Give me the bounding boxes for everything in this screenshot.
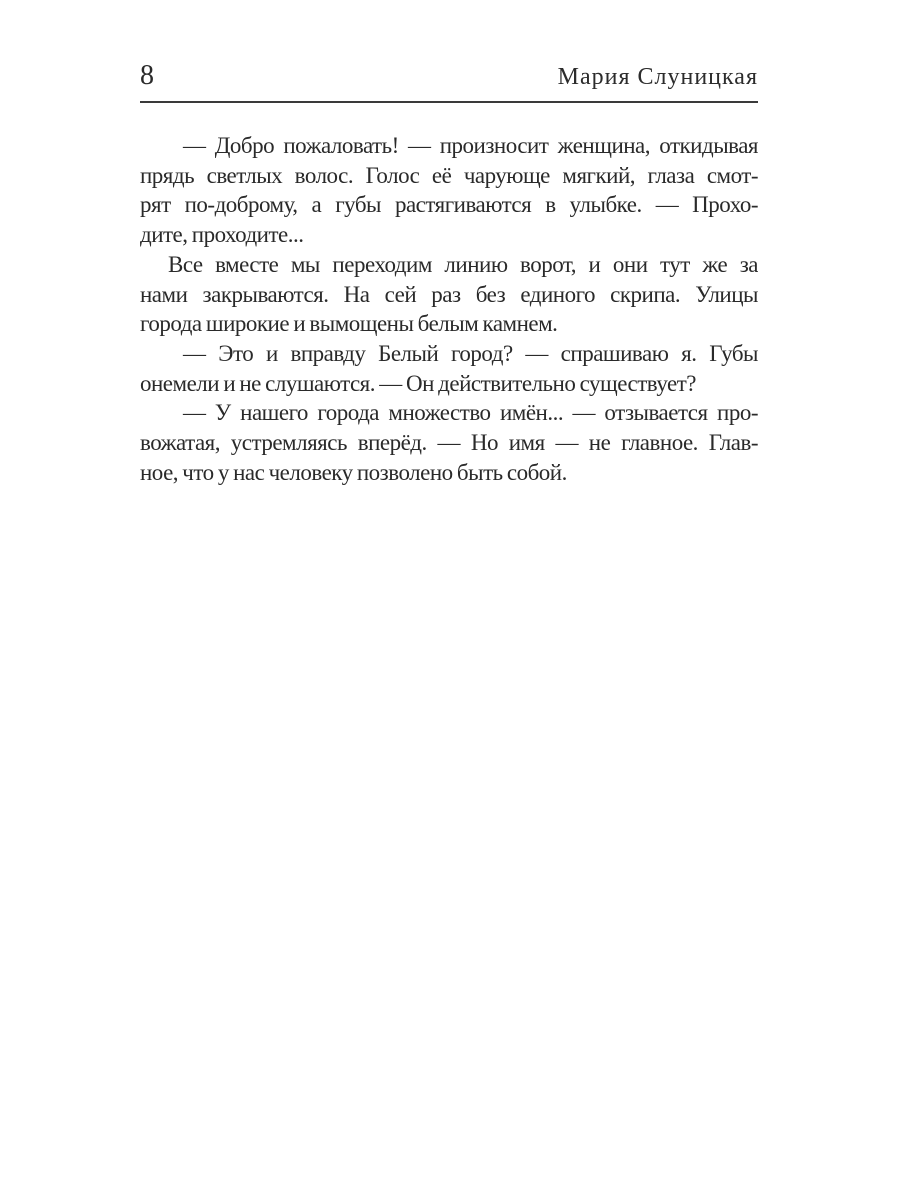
header-rule: [140, 101, 758, 103]
text-line: вожатая, устремляясь вперёд. — Но имя — не главное. Глав-: [140, 430, 758, 456]
text-line: рят по-доброму, а губы растягиваются в улыбке. — Прохо-: [140, 192, 758, 218]
text-line: — Это и вправду Белый город? — спрашиваю я. Губы: [183, 340, 758, 366]
running-header: [140, 60, 758, 92]
text-line: города широкие и вымощены белым камнем.: [140, 311, 558, 337]
paragraph: [140, 339, 758, 398]
running-head-author: Мария Слуницкая: [557, 64, 758, 90]
text-line: дите, проходите...: [140, 222, 304, 248]
text-line: нами закрываются. На сей раз без единого скрипа. Улицы: [140, 281, 758, 307]
text-line: — У нашего города множество имён... — отзывается про-: [183, 400, 758, 426]
text-line: — Добро пожаловать! — произносит женщина, откидывая: [183, 133, 758, 158]
body-text: [140, 131, 758, 487]
paragraph: [140, 131, 758, 250]
page-number: 8: [140, 60, 154, 91]
paragraph: [140, 250, 758, 339]
text-line: Все вместе мы переходим линию ворот, и они тут же за: [168, 251, 758, 277]
text-line: ное, что у нас человеку позволено быть собой.: [140, 459, 567, 485]
text-line: онемели и не слушаются. — Он действительно существует?: [140, 370, 696, 396]
paragraph: [140, 398, 758, 487]
text-line: прядь светлых волос. Голос её чарующе мягкий, глаза смот-: [140, 162, 758, 188]
